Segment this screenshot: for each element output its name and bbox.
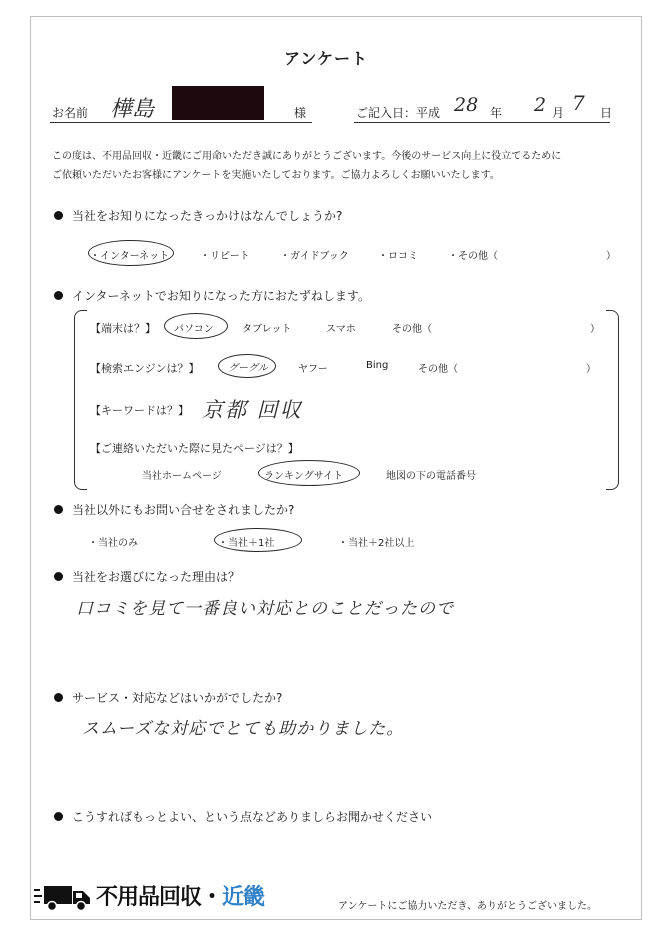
engine-option-yahoo[interactable]: ヤフー	[298, 364, 328, 375]
device-option-smartphone[interactable]: スマホ	[326, 324, 356, 335]
q3-bullet-icon	[54, 505, 63, 514]
q5-answer: スムーズな対応でとても助かりました。	[82, 719, 405, 739]
month-unit: 月	[552, 106, 565, 120]
device-option-other-close: ）	[590, 324, 600, 335]
form-title: アンケート	[284, 49, 369, 68]
engine-option-other-close: ）	[586, 364, 596, 375]
q1-question: 当社をお知りになったきっかけはなんでしょうか?	[72, 209, 343, 223]
date-underline	[354, 122, 610, 123]
q1-option-other-close: ）	[606, 251, 616, 262]
intro-line-2: ご依頼いただいたお客様にアンケートを実施いたしております。ご協力よろしくお願いいたします。	[52, 170, 500, 181]
engine-option-bing[interactable]: Bing	[366, 360, 389, 371]
q2-bracket-left	[74, 310, 87, 490]
truck-logo-icon	[34, 884, 92, 912]
date-label: ご記入日：平成	[356, 106, 441, 120]
engine-option-other[interactable]: その他（	[418, 364, 458, 375]
engine-label: 【検索エンジンは？】	[90, 362, 200, 375]
q1-option-internet[interactable]: ・インターネット	[90, 251, 170, 262]
q1-option-kuchikomi[interactable]: ・ロコミ	[378, 251, 418, 262]
page-label: 【ご連絡いただいた際に見たページは？】	[90, 442, 299, 455]
q2-question: インターネットでお知りになった方におたずねします。	[72, 289, 370, 303]
honorific: 様	[294, 106, 307, 120]
logo-accent: 近畿	[222, 885, 265, 910]
name-label: お名前	[52, 106, 89, 120]
year-unit: 年	[490, 106, 503, 120]
device-option-other[interactable]: その他（	[392, 324, 432, 335]
name-value: 樺島	[110, 97, 155, 122]
q4-bullet-icon	[54, 572, 63, 581]
date-day: 7	[572, 91, 585, 115]
q4-answer: 口コミを見て一番良い対応とのことだったので	[76, 599, 454, 619]
q1-option-other[interactable]: ・その他（	[448, 251, 498, 262]
name-underline	[50, 122, 312, 123]
q5-bullet-icon	[54, 693, 63, 702]
logo-main: 不用品回収・	[96, 885, 223, 910]
page-option-homepage[interactable]: 当社ホームページ	[142, 471, 222, 482]
q3-question: 当社以外にもお問い合せをされましたか?	[72, 503, 295, 517]
keyword-label: 【キーワードは？】	[90, 404, 189, 417]
date-year: 28	[454, 94, 479, 116]
q1-bullet-icon	[54, 211, 63, 220]
q4-question: 当社をお選びになった理由は？	[72, 570, 241, 584]
q2-bracket-right	[606, 310, 619, 490]
device-option-tablet[interactable]: タブレット	[242, 324, 292, 335]
keyword-value: 京都 回収	[202, 398, 303, 422]
device-option-pc[interactable]: パソコン	[174, 324, 214, 335]
device-label: 【端末は？】	[90, 322, 156, 335]
q1-option-repeat[interactable]: ・リピート	[200, 251, 250, 262]
q6-bullet-icon	[54, 812, 63, 821]
q5-question: サービス・対応などはいかがでしたか?	[72, 691, 283, 705]
footer-thanks: アンケートにご協力いただき、ありがとうございました。	[338, 901, 597, 912]
q6-question: こうすればもっとよい、という点などありましらお聞かせください	[72, 810, 433, 824]
q3-option-plus-two[interactable]: ・当社＋2社以上	[338, 538, 415, 549]
page-option-map-phone[interactable]: 地図の下の電話番号	[386, 471, 476, 482]
day-unit: 日	[600, 106, 613, 120]
q2-bullet-icon	[54, 291, 63, 300]
engine-option-google[interactable]: グーグル	[228, 363, 268, 374]
page-option-ranking[interactable]: ランキングサイト	[264, 471, 343, 482]
q3-option-only[interactable]: ・当社のみ	[88, 538, 138, 549]
q3-option-plus-one[interactable]: ・当社＋1社	[218, 538, 275, 549]
redacted-name	[172, 86, 264, 120]
intro-line-1: この度は、不用品回収・近畿にご用命いただき誠にありがとうございます。今後のサービス向上に役立てるために	[52, 151, 562, 162]
company-logo-text	[96, 880, 264, 911]
date-month: 2	[534, 94, 547, 116]
q1-option-guidebook[interactable]: ・ガイドブック	[280, 251, 349, 262]
